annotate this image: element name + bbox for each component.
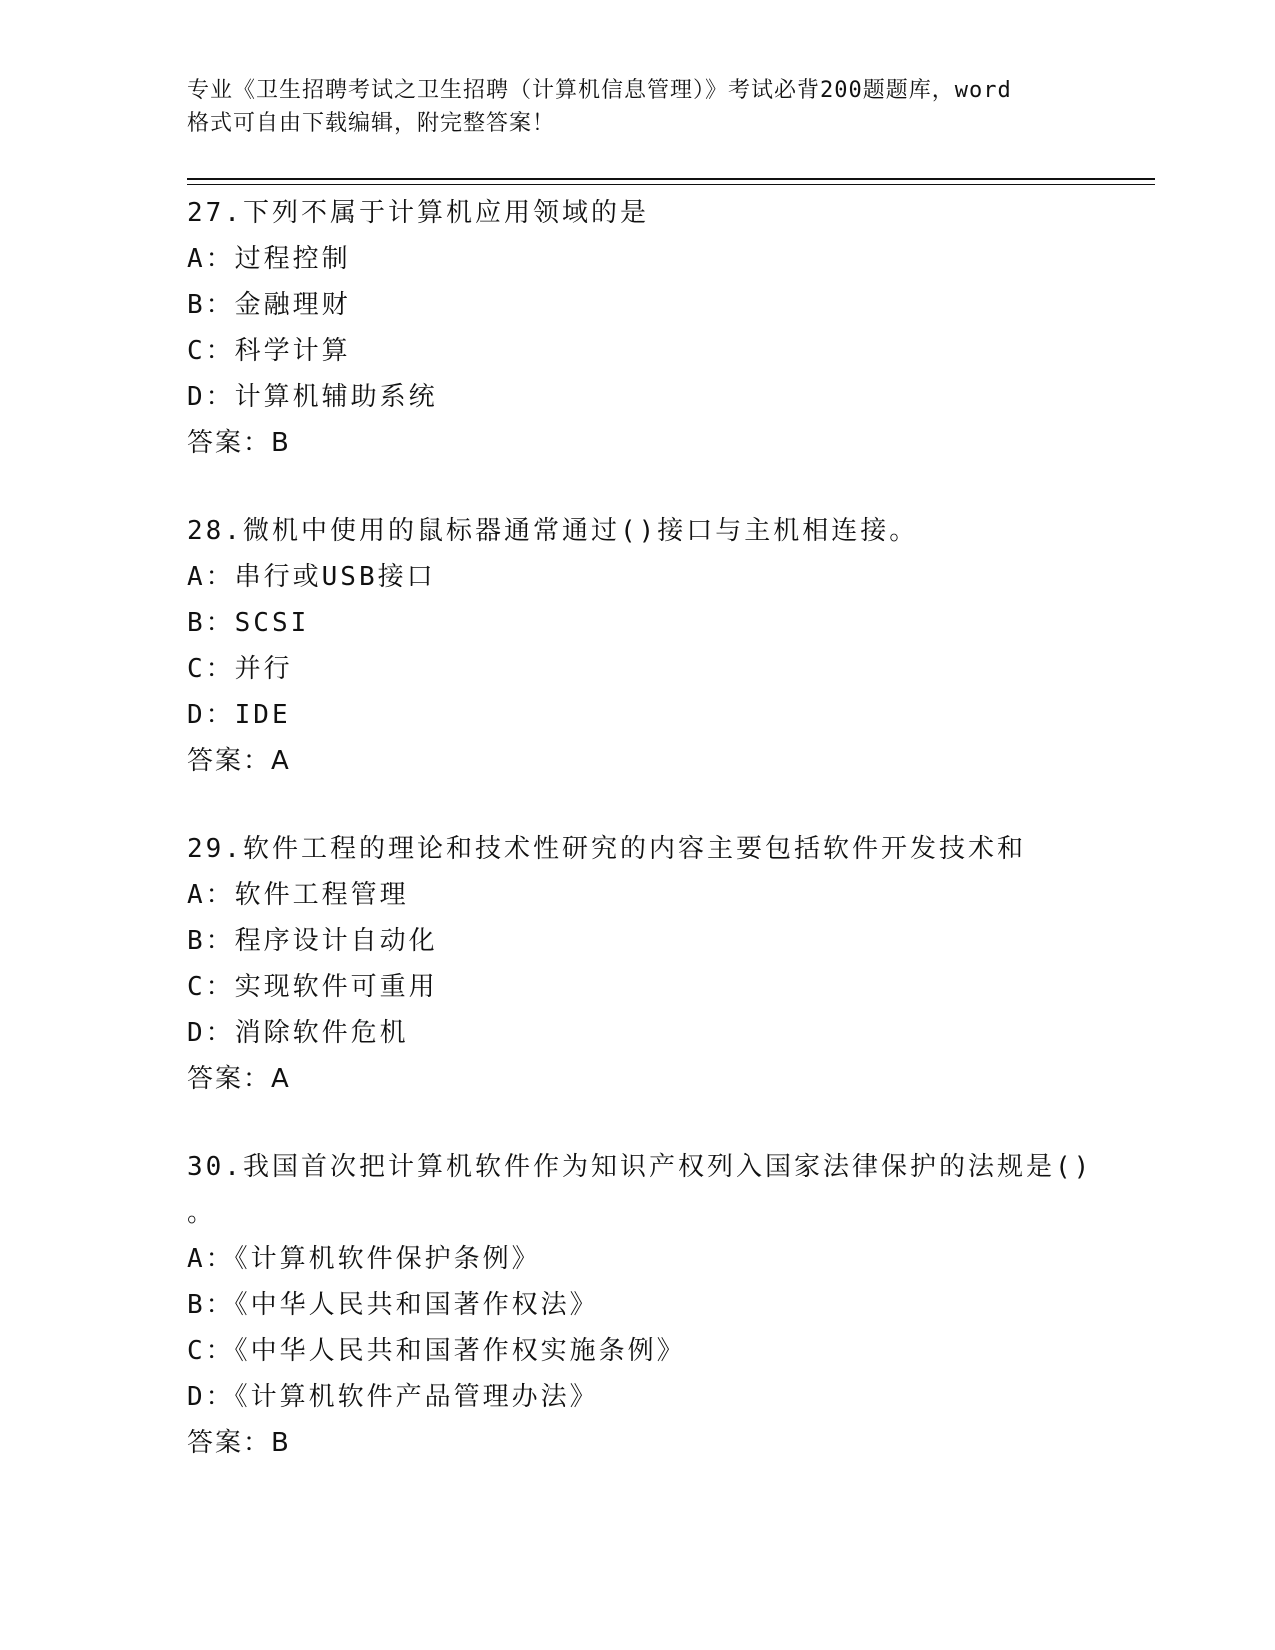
option-a: A：串行或USB接口 xyxy=(187,562,436,592)
answer-line: 答案：B xyxy=(187,1428,291,1458)
answer-line: 答案：B xyxy=(187,428,291,458)
question-30 xyxy=(187,1144,1147,1466)
header-line-1: 专业《卫生招聘考试之卫生招聘（计算机信息管理）》考试必背200题题库，word xyxy=(187,78,1012,103)
option-a: A：《计算机软件保护条例》 xyxy=(187,1244,541,1274)
option-d: D：IDE xyxy=(187,700,291,730)
option-c: C：科学计算 xyxy=(187,336,351,366)
option-b: B：SCSI xyxy=(187,608,310,638)
option-d: D：计算机辅助系统 xyxy=(187,382,438,412)
question-list xyxy=(187,190,1147,1508)
option-a: A：软件工程管理 xyxy=(187,880,409,910)
header-line-2: 格式可自由下载编辑，附完整答案！ xyxy=(187,111,556,136)
option-d: D：消除软件危机 xyxy=(187,1018,409,1048)
question-27 xyxy=(187,190,1147,466)
option-b: B：程序设计自动化 xyxy=(187,926,438,956)
header-divider-thin xyxy=(187,184,1155,185)
question-28 xyxy=(187,508,1147,784)
option-c: C：《中华人民共和国著作权实施条例》 xyxy=(187,1336,686,1366)
option-b: B：《中华人民共和国著作权法》 xyxy=(187,1290,599,1320)
answer-line: 答案：A xyxy=(187,1064,291,1094)
option-c: C：实现软件可重用 xyxy=(187,972,438,1002)
answer-line: 答案：A xyxy=(187,746,291,776)
question-stem: 28.微机中使用的鼠标器通常通过()接口与主机相连接。 xyxy=(187,516,919,546)
question-stem: 27.下列不属于计算机应用领域的是 xyxy=(187,198,649,228)
option-d: D：《计算机软件产品管理办法》 xyxy=(187,1382,599,1412)
question-29 xyxy=(187,826,1147,1102)
option-a: A：过程控制 xyxy=(187,244,351,274)
question-stem-continuation: 。 xyxy=(187,1198,217,1228)
question-stem: 30.我国首次把计算机软件作为知识产权列入国家法律保护的法规是() xyxy=(187,1152,1093,1182)
header-divider-thick xyxy=(187,178,1155,180)
question-stem: 29.软件工程的理论和技术性研究的内容主要包括软件开发技术和 xyxy=(187,834,1026,864)
option-b: B：金融理财 xyxy=(187,290,351,320)
document-header xyxy=(187,74,1087,140)
option-c: C：并行 xyxy=(187,654,293,684)
